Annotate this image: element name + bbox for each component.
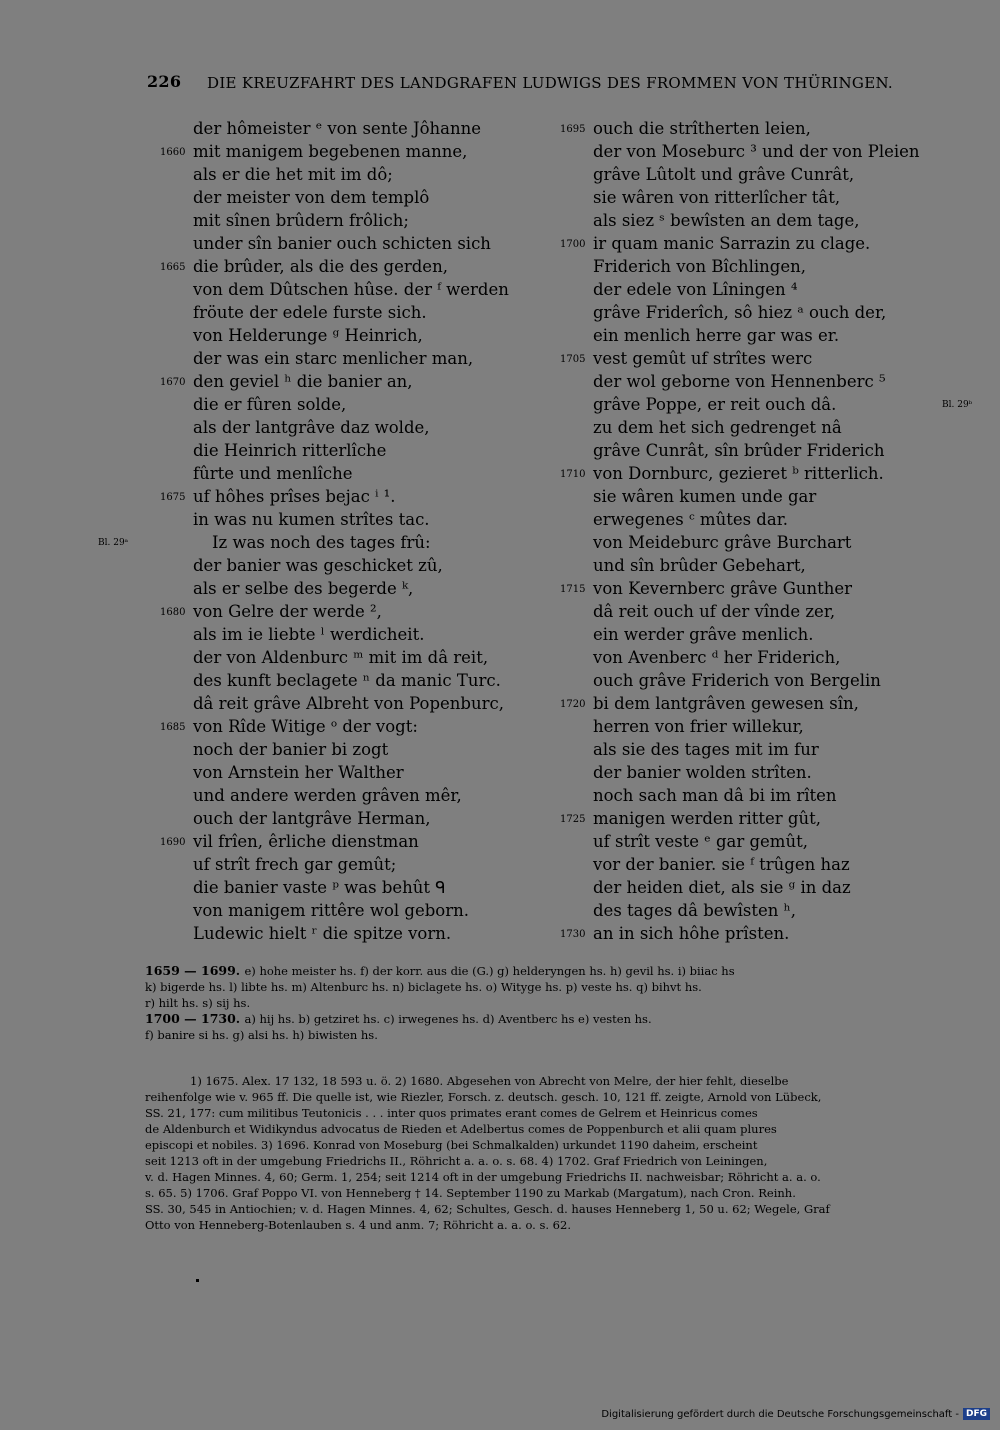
- verse-text: als im ie liebte ˡ werdicheit.: [193, 625, 425, 644]
- line-number: 1680: [160, 607, 186, 618]
- verse-column-right: [560, 117, 973, 945]
- verse-line: [160, 347, 550, 370]
- verse-line: [160, 324, 550, 347]
- verse-text: ouch der lantgrâve Herman,: [193, 809, 431, 828]
- verse-line: [160, 600, 550, 623]
- verse-text: dâ reit ouch uf der vînde zer,: [593, 602, 836, 621]
- footnote-line: episcopi et nobiles. 3) 1696. Konrad von Moseburg (bei Schmalkalden) urkundet 1190 daheim, erscheint: [145, 1138, 758, 1152]
- verse-text: der von Moseburc ³ und der von Pleien: [593, 142, 920, 161]
- verse-line: [160, 232, 550, 255]
- verse-text: ein werder grâve menlich.: [593, 625, 814, 644]
- verse-text: vil frîen, êrliche dienstman: [193, 832, 419, 851]
- verse-line: [160, 209, 550, 232]
- verse-text: vor der banier. sie ᶠ trûgen haz: [593, 855, 850, 874]
- verse-text: noch sach man dâ bi im rîten: [593, 786, 837, 805]
- verse-line: [560, 508, 940, 531]
- verse-text: den geviel ʰ die banier an,: [193, 372, 413, 391]
- verse-column-left: [98, 117, 550, 945]
- verse-text: noch der banier bi zogt: [193, 740, 389, 759]
- apparatus-line: [145, 963, 935, 979]
- footnote-line: SS. 30, 545 in Antiochien; v. d. Hagen Minnes. 4, 62; Schultes, Gesch. d. hauses Henneberg 1, 50 u. 62; Wegele, Graf: [145, 1202, 830, 1216]
- verse-line: [560, 899, 940, 922]
- verse-text: erwegenes ᶜ mûtes dar.: [593, 510, 789, 529]
- verse-text: vest gemût uf strîtes werc: [593, 349, 813, 368]
- verse-line: [160, 163, 550, 186]
- verse-line: [560, 140, 940, 163]
- verse-text: Friderich von Bîchlingen,: [593, 257, 806, 276]
- apparatus-line: [145, 1011, 935, 1027]
- verse-text: der banier wolden strîten.: [593, 763, 812, 782]
- verse-line: [160, 117, 550, 140]
- verse-text: als der lantgrâve daz wolde,: [193, 418, 430, 437]
- verse-text: der was ein starc menlicher man,: [193, 349, 474, 368]
- footnote-line: de Aldenburch et Widikyndus advocatus de Rieden et Adelbertus comes de Poppenburch et alii quam plures: [145, 1122, 777, 1136]
- line-number: 1705: [560, 354, 586, 365]
- verse-line: [160, 554, 550, 577]
- verse-line: [160, 646, 550, 669]
- verse-text: von Helderunge ᵍ Heinrich,: [193, 326, 423, 345]
- verse-text: Iz was noch des tages frû:: [212, 533, 431, 552]
- line-number: 1665: [160, 262, 186, 273]
- verse-text: die er fûren solde,: [193, 395, 347, 414]
- verse-line: [560, 784, 940, 807]
- verse-text: uf strît frech gar gemût;: [193, 855, 397, 874]
- verse-text: bi dem lantgrâven gewesen sîn,: [593, 694, 859, 713]
- verse-line: [160, 830, 550, 853]
- verse-text: als er die het mit im dô;: [193, 165, 393, 184]
- verse-line: [160, 186, 550, 209]
- verse-line: [160, 669, 550, 692]
- apparatus-text: a) hij hs. b) getziret hs. c) irwegenes hs. d) Aventberc hs e) vesten hs.: [244, 1012, 652, 1026]
- verse-line: [560, 761, 940, 784]
- line-number: 1700: [560, 239, 586, 250]
- apparatus-line: [145, 979, 935, 995]
- verse-text: der edele von Lîningen ⁴: [593, 280, 798, 299]
- verse-text: die brûder, als die des gerden,: [193, 257, 448, 276]
- line-number: 1720: [560, 699, 586, 710]
- verse-text: sie wâren von ritterlîcher tât,: [593, 188, 841, 207]
- verse-line: [160, 370, 550, 393]
- verse-text: der heiden diet, als sie ᵍ in daz: [593, 878, 851, 897]
- verse-line: [160, 301, 550, 324]
- verse-text: mit sînen brûdern frôlich;: [193, 211, 409, 230]
- folio-marker: Bl. 29ᵇ: [942, 400, 973, 410]
- line-number: 1695: [560, 124, 586, 135]
- verse-text: in was nu kumen strîtes tac.: [193, 510, 430, 529]
- verse-line: [560, 301, 940, 324]
- verse-line: [560, 830, 940, 853]
- line-number: 1730: [560, 929, 586, 940]
- apparatus-text: k) bigerde hs. l) libte hs. m) Altenburc hs. n) biclagete hs. o) Wityge hs. p) veste hs. q) bihvt hs.: [145, 980, 702, 994]
- verse-line: [560, 692, 940, 715]
- verse-text: grâve Cunrât, sîn brûder Friderich: [593, 441, 885, 460]
- apparatus-text: f) banire si hs. g) alsi hs. h) biwisten hs.: [145, 1028, 378, 1042]
- apparatus-text: r) hilt hs. s) sij hs.: [145, 996, 251, 1010]
- verse-text: herren von frier willekur,: [593, 717, 804, 736]
- digitization-footer: [601, 1408, 990, 1420]
- verse-line: [560, 278, 940, 301]
- stray-dot: [196, 1279, 199, 1282]
- verse-line: [160, 853, 550, 876]
- folio-marker: Bl. 29ᵃ: [98, 538, 129, 548]
- page-number: 226: [147, 72, 182, 91]
- verse-text: mit manigem begebenen manne,: [193, 142, 468, 161]
- dfg-logo: DFG: [963, 1408, 990, 1420]
- verse-text: fûrte und menlîche: [193, 464, 353, 483]
- line-number: 1670: [160, 377, 186, 388]
- verse-line: [560, 577, 940, 600]
- verse-line: [560, 209, 940, 232]
- verse-text: des kunft beclagete ⁿ da manic Turc.: [193, 671, 501, 690]
- verse-line: [160, 922, 550, 945]
- verse-text: Ludewic hielt ʳ die spitze vorn.: [193, 924, 452, 943]
- verse-line: [160, 485, 550, 508]
- verse-text: von dem Dûtschen hûse. der ᶠ werden: [193, 280, 509, 299]
- footnote-line: Otto von Henneberg-Botenlauben s. 4 und anm. 7; Röhricht a. a. o. s. 62.: [145, 1218, 571, 1232]
- verse-line: [160, 899, 550, 922]
- line-number: 1685: [160, 722, 186, 733]
- critical-apparatus: [145, 963, 935, 1043]
- verse-line: [560, 347, 940, 370]
- verse-text: zu dem het sich gedrenget nâ: [593, 418, 842, 437]
- verse-line: [160, 508, 550, 531]
- verse-text: von Arnstein her Walther: [193, 763, 404, 782]
- verse-line: [160, 876, 550, 899]
- verse-text: von Avenberc ᵈ her Friderich,: [593, 648, 841, 667]
- verse-line: [160, 416, 550, 439]
- verse-line: [560, 715, 940, 738]
- running-title: DIE KREUZFAHRT DES LANDGRAFEN LUDWIGS DES FROMMEN VON THÜRINGEN.: [207, 74, 893, 92]
- verse-text: grâve Friderîch, sô hiez ᵃ ouch der,: [593, 303, 887, 322]
- verse-text: von Rîde Witige ᵒ der vogt:: [193, 717, 418, 736]
- footnote-line: 1) 1675. Alex. 17 132, 18 593 u. ö. 2) 1680. Abgesehen von Abrecht von Melre, der hier fehlt, dieselbe: [190, 1074, 789, 1088]
- apparatus-line: [145, 1027, 935, 1043]
- verse-text: uf strît veste ᵉ gar gemût,: [593, 832, 808, 851]
- verse-line: [560, 738, 940, 761]
- line-number: 1675: [160, 492, 186, 503]
- verse-line: [160, 761, 550, 784]
- footnote-line: v. d. Hagen Minnes. 4, 60; Germ. 1, 254; seit 1214 oft in der umgebung Friedrichs II. nachweisbar; Röhricht a. a. o.: [145, 1170, 821, 1184]
- footnote-line: reihenfolge wie v. 965 ff. Die quelle ist, wie Riezler, Forsch. z. deutsch. gesch. 10, 121 ff. zeigte, Arnold von Lübeck,: [145, 1090, 822, 1104]
- verse-line: [160, 462, 550, 485]
- verse-line: [560, 232, 940, 255]
- apparatus-text: e) hohe meister hs. f) der korr. aus die (G.) g) helderyngen hs. h) gevil hs. i) biiac hs: [244, 964, 735, 978]
- line-number: 1660: [160, 147, 186, 158]
- verse-line: [560, 462, 940, 485]
- verse-line: [160, 692, 550, 715]
- verse-line: [560, 439, 940, 462]
- verse-line: [560, 393, 973, 416]
- verse-line: [160, 577, 550, 600]
- verse-line: [160, 784, 550, 807]
- verse-line: [560, 163, 940, 186]
- verse-text: der banier was geschicket zû,: [193, 556, 443, 575]
- verse-text: von Dornburc, gezieret ᵇ ritterlich.: [593, 464, 884, 483]
- verse-line: [560, 554, 940, 577]
- verse-line: [160, 623, 550, 646]
- verse-line: [98, 531, 550, 554]
- verse-text: des tages dâ bewîsten ʰ,: [593, 901, 797, 920]
- apparatus-range: 1659 — 1699.: [145, 963, 245, 978]
- verse-text: sie wâren kumen unde gar: [593, 487, 817, 506]
- verse-line: [560, 255, 940, 278]
- verse-line: [160, 715, 550, 738]
- verse-text: als er selbe des begerde ᵏ,: [193, 579, 414, 598]
- verse-text: an in sich hôhe prîsten.: [593, 924, 790, 943]
- verse-line: [560, 669, 940, 692]
- footnote-line: s. 65. 5) 1706. Graf Poppo VI. von Henneberg † 14. September 1190 zu Markab (Margatum), nach Cron. Reinh.: [145, 1186, 796, 1200]
- verse-text: dâ reit grâve Albreht von Popenburc,: [193, 694, 504, 713]
- verse-line: [560, 922, 940, 945]
- verse-line: [560, 485, 940, 508]
- verse-line: [560, 646, 940, 669]
- verse-line: [560, 876, 940, 899]
- apparatus-line: [145, 995, 935, 1011]
- verse-text: grâve Lûtolt und grâve Cunrât,: [593, 165, 855, 184]
- verse-text: von Meideburc grâve Burchart: [593, 533, 852, 552]
- verse-text: der hômeister ᵉ von sente Jôhanne: [193, 119, 481, 138]
- line-number: 1690: [160, 837, 186, 848]
- verse-text: als sie des tages mit im fur: [593, 740, 819, 759]
- verse-text: ein menlich herre gar was er.: [593, 326, 840, 345]
- verse-line: [160, 807, 550, 830]
- verse-line: [560, 416, 940, 439]
- verse-line: [160, 255, 550, 278]
- verse-text: von Gelre der werde ²,: [193, 602, 382, 621]
- verse-text: der meister von dem templô: [193, 188, 430, 207]
- verse-line: [560, 370, 940, 393]
- verse-line: [560, 623, 940, 646]
- verse-text: uf hôhes prîses bejac ⁱ ¹.: [193, 487, 396, 506]
- verse-line: [160, 738, 550, 761]
- verse-text: und sîn brûder Gebehart,: [593, 556, 806, 575]
- apparatus-range: 1700 — 1730.: [145, 1011, 245, 1026]
- verse-text: manigen werden ritter gût,: [593, 809, 821, 828]
- verse-text: der wol geborne von Hennenberc ⁵: [593, 372, 886, 391]
- verse-line: [160, 393, 550, 416]
- line-number: 1725: [560, 814, 586, 825]
- verse-text: ouch grâve Friderich von Bergelin: [593, 671, 881, 690]
- verse-line: [560, 324, 940, 347]
- verse-text: von Kevernberc grâve Gunther: [593, 579, 853, 598]
- line-number: 1710: [560, 469, 586, 480]
- line-number: 1715: [560, 584, 586, 595]
- verse-text: fröute der edele furste sich.: [193, 303, 427, 322]
- footnote-line: seit 1213 oft in der umgebung Friedrichs II., Röhricht a. a. o. s. 68. 4) 1702. Graf Friedrich von Leiningen,: [145, 1154, 768, 1168]
- verse-line: [160, 140, 550, 163]
- footnote-line: SS. 21, 177: cum militibus Teutonicis . . . inter quos primates erant comes de Gelrem et Heinricus comes: [145, 1106, 758, 1120]
- verse-line: [160, 439, 550, 462]
- verse-text: ouch die strîtherten leien,: [593, 119, 811, 138]
- verse-line: [560, 117, 940, 140]
- verse-text: die Heinrich ritterlîche: [193, 441, 387, 460]
- verse-line: [560, 600, 940, 623]
- verse-text: ir quam manic Sarrazin zu clage.: [593, 234, 871, 253]
- verse-line: [560, 531, 940, 554]
- verse-text: der von Aldenburc ᵐ mit im dâ reit,: [193, 648, 489, 667]
- verse-line: [560, 186, 940, 209]
- verse-text: von manigem rittêre wol geborn.: [193, 901, 469, 920]
- footnotes: [145, 1073, 935, 1233]
- verse-text: als siez ˢ bewîsten an dem tage,: [593, 211, 860, 230]
- verse-line: [160, 278, 550, 301]
- verse-text: grâve Poppe, er reit ouch dâ.: [593, 395, 837, 414]
- verse-line: [560, 853, 940, 876]
- verse-line: [560, 807, 940, 830]
- footer-credit: Digitalisierung gefördert durch die Deutsche Forschungsgemeinschaft -: [601, 1408, 959, 1420]
- verse-text: under sîn banier ouch schicten sich: [193, 234, 491, 253]
- verse-text: die banier vaste ᵖ was behût ᑫ: [193, 878, 446, 897]
- verse-text: und andere werden grâven mêr,: [193, 786, 462, 805]
